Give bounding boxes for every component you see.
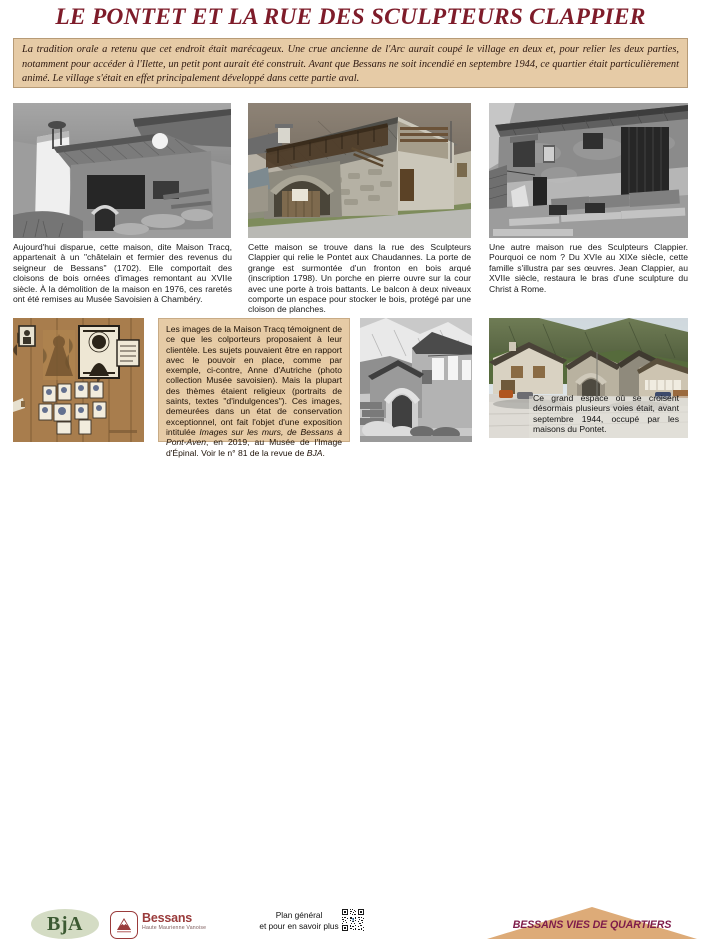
bessans-logo-name: Bessans bbox=[142, 911, 193, 925]
page-title: LE PONTET ET LA RUE DES SCULPTEURS CLAPPIER bbox=[55, 4, 646, 30]
bja-logo-text: BjA bbox=[47, 912, 83, 935]
photo-porche-montagne bbox=[360, 318, 472, 442]
bessans-logo-subtitle: Haute Maurienne Vanoise bbox=[142, 925, 207, 931]
footer bbox=[0, 452, 701, 935]
mountain-icon bbox=[110, 911, 138, 939]
bessans-vies-de-quartiers-banner bbox=[487, 907, 697, 939]
caption-maison-clappier: Une autre maison rue des Sculpteurs Clappier. Pourquoi ce nom ? Du XVIe au XIXe siècle, cette famille s'illustra par ses œuvres. Jean Clappier, au XVIIe siècle, restaura le bras d'une sculpture du Christ à Rome. bbox=[489, 242, 688, 294]
bja-logo bbox=[31, 909, 99, 939]
photo-cloison-images bbox=[13, 318, 144, 442]
qr-code[interactable] bbox=[341, 908, 365, 932]
photo-maison-grange bbox=[248, 103, 471, 238]
caption-maison-tracq: Aujourd'hui disparue, cette maison, dite Maison Tracq, appartenait à un "châtelain et fermier des revenus du seigneur de Bessans" (1702). Elle comportait des cloisons de bois ornées d'images remontant au XVIIe siècle. À la démolition de la maison en 1976, ces raretés ont été remises au Musée Savoisien à Chambéry. bbox=[13, 242, 232, 305]
photo-maison-clappier bbox=[489, 103, 688, 238]
images-description-end: . bbox=[322, 447, 325, 458]
images-description-title: Images sur les murs, de Bessans à Pont-Aven bbox=[166, 426, 342, 448]
caption-place-du-pontet: Ce grand espace où se croisent désormais plusieurs voies était, avant septembre 1944, occupé par les maisons du Pontet. bbox=[533, 393, 679, 435]
plan-line-2: et pour en savoir plus bbox=[259, 920, 339, 931]
bessans-logo bbox=[110, 909, 230, 939]
plan-line-1: Plan général bbox=[275, 910, 323, 920]
images-description-revue: BJA bbox=[306, 447, 323, 458]
plan-general-text bbox=[256, 910, 342, 931]
intro-paragraph: La tradition orale a retenu que cet endroit était marécageux. Une crue ancienne de l'Arc aurait coupé le village en deux et, pour relier les deux parties, notamment pour accéder à l'Ilette, un petit pont aurait été construit. Avant que Bessans ne soit incendié en septembre 1944, ce quartier était particulièrement animé. Le village s'était en effet principalement développé dans cette partie aval. bbox=[13, 38, 688, 88]
images-description-part2: , en 2019, au Musée de l'Image d'Épinal. Voir le n° 81 de la revue de bbox=[166, 437, 342, 458]
images-description-part1: Les images de la Maison Tracq témoignent de ce que les colporteurs proposaient à leur clientèle. Les sujets pouvaient être en rapport avec le pouvoir en place, comme par exemple, ci-contre, Anne d'Autriche (photo collection Musée savoisien). Mais la plupart des thèmes étaient religieux (portraits de saints, textes "d'indulgences"). Ces images, demeurées dans un état de conservation exceptionnel, ont fait l'objet d'une exposition intitulée bbox=[166, 324, 342, 437]
caption-maison-grange: Cette maison se trouve dans la rue des Sculpteurs Clappier qui relie le Pontet aux Chaudannes. La porte de grange est surmontée d'un fronton en bois arqué (inscription 1798). Un porche en pierre ouvre sur la cour avec une porte à trois battants. Le balcon à deux niveaux comporte un espace pour stocker le bois, protégé par une cloison de planches. bbox=[248, 242, 471, 315]
roof-banner-text: BESSANS VIES DE QUARTIERS bbox=[512, 919, 672, 931]
images-description-block bbox=[158, 318, 350, 458]
photo-maison-tracq bbox=[13, 103, 231, 238]
